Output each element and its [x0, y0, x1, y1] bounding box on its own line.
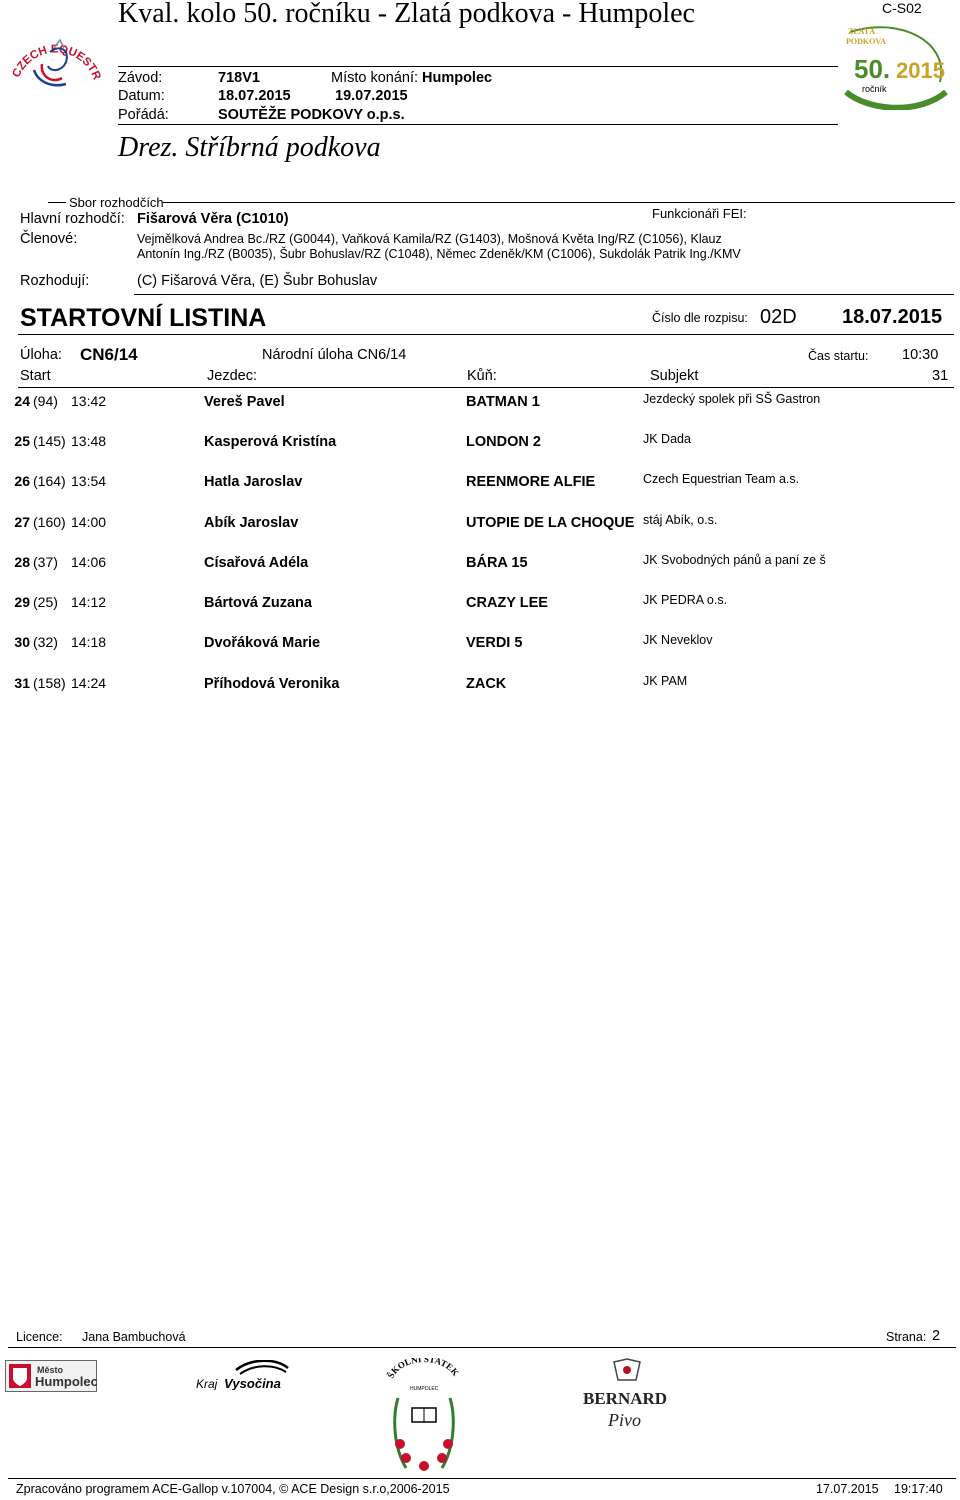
row-poradi: 27	[14, 514, 30, 530]
row-cas: 13:42	[71, 393, 107, 409]
row-cislo: (94)	[33, 393, 58, 409]
cas-startu-value: 10:30	[902, 347, 939, 363]
cas-startu-label: Čas startu:	[808, 349, 869, 363]
col-kun: Kůň:	[467, 368, 497, 384]
zavod-label: Závod:	[118, 70, 163, 86]
cislo-value: 02D	[760, 306, 797, 328]
row-jezdec: Abík Jaroslav	[204, 515, 299, 531]
row-cas: 14:24	[71, 675, 107, 691]
row-cas: 13:54	[71, 473, 107, 489]
list-date: 18.07.2015	[842, 306, 943, 328]
row-subjekt: Jezdecký spolek při SŠ Gastron	[643, 392, 821, 406]
row-poradi: 28	[14, 554, 30, 570]
col-count: 31	[932, 368, 949, 384]
sponsor4-line2: Pivo	[608, 1410, 641, 1430]
hlavni-label: Hlavní rozhodčí:	[20, 211, 125, 227]
logo-right-number: 50.	[854, 54, 891, 84]
bottom-divider	[8, 1478, 956, 1479]
row-cislo: (164)	[33, 473, 66, 489]
logo-right-year: 2015	[896, 58, 945, 83]
row-jezdec: Dvořáková Marie	[204, 635, 321, 651]
sponsor4-line1: BERNARD	[583, 1389, 668, 1408]
jury-line-right	[163, 202, 955, 203]
row-poradi: 24	[14, 393, 30, 409]
logo-right-line1: ZLATÁ	[848, 27, 875, 36]
uloha-name: Národní úloha CN6/14	[262, 347, 407, 363]
table-row	[0, 550, 960, 580]
row-poradi: 30	[14, 634, 30, 650]
misto-value: Humpolec	[422, 70, 493, 86]
row-kun: UTOPIE DE LA CHOQUE	[466, 515, 635, 531]
licence-value: Jana Bambuchová	[82, 1330, 186, 1344]
sponsor1-line2: Humpolec	[35, 1374, 97, 1389]
row-cas: 14:00	[71, 514, 107, 530]
row-kun: ZACK	[466, 676, 507, 692]
fei-label: Funkcionáři FEI:	[652, 206, 747, 221]
list-title: STARTOVNÍ LISTINA	[20, 304, 267, 332]
sponsor-humpolec-logo	[5, 1360, 97, 1392]
row-cas: 14:06	[71, 554, 107, 570]
col-subjekt: Subjekt	[650, 368, 699, 384]
zlata-podkova-logo	[840, 22, 952, 110]
sponsor-skolni-statek-logo	[386, 1358, 462, 1474]
misto-label: Místo konání:	[331, 70, 419, 86]
software-note: Zpracováno programem ACE-Gallop v.107004, © ACE Design s.r.o,2006-2015	[16, 1482, 450, 1496]
row-jezdec: Vereš Pavel	[204, 394, 285, 410]
logo-right-line2: PODKOVA	[846, 37, 886, 46]
jury-section-label: Sbor rozhodčích	[69, 195, 164, 210]
sponsor3-line1: ŠKOLNÍ STATEK	[386, 1358, 461, 1380]
row-subjekt: JK PAM	[643, 674, 688, 688]
cislo-label: Číslo dle rozpisu:	[652, 311, 748, 325]
row-cas: 14:18	[71, 634, 107, 650]
col-jezdec: Jezdec:	[207, 368, 257, 384]
clenove-line2: Antonín Ing./RZ (B0035), Šubr Bohuslav/RZ (C1048), Němec Zdeněk/KM (C1006), Sukdolák Patrik Ing./KMV	[137, 247, 741, 261]
datum-to: 19.07.2015	[335, 88, 408, 104]
svg-text:ŠKOLNÍ STATEK	[386, 1358, 461, 1380]
row-subjekt: JK Dada	[643, 432, 691, 446]
row-kun: LONDON 2	[466, 434, 541, 450]
row-kun: BÁRA 15	[466, 555, 528, 571]
row-subjekt: JK Svobodných pánů a paní ze š	[643, 553, 826, 567]
print-time: 19:17:40	[894, 1482, 943, 1496]
sponsor-bernard-logo	[580, 1358, 674, 1432]
footer-divider	[8, 1347, 956, 1348]
row-cas: 14:12	[71, 594, 107, 610]
row-jezdec: Příhodová Veronika	[204, 676, 340, 692]
row-cislo: (32)	[33, 634, 58, 650]
row-jezdec: Císařová Adéla	[204, 555, 309, 571]
logo-left-text: CZECH EQUESTR	[10, 43, 103, 82]
svg-text:CZECH EQUESTRIAN FEDERATION	[4, 8, 103, 82]
table-row	[0, 590, 960, 620]
sponsor2-prefix: Kraj	[196, 1377, 218, 1390]
datum-from: 18.07.2015	[218, 88, 291, 104]
header-divider-2	[118, 124, 838, 125]
sponsor-vysocina-logo	[196, 1360, 290, 1390]
row-cas: 13:48	[71, 433, 107, 449]
header-divider	[118, 66, 838, 67]
table-row	[0, 429, 960, 459]
clenove-line1: Vejmělková Andrea Bc./RZ (G0044), Vaňková Kamila/RZ (G1403), Mošnová Květa Ing/RZ (C1056), Klauz	[137, 232, 722, 246]
uloha-label: Úloha:	[20, 347, 62, 363]
row-kun: CRAZY LEE	[466, 595, 548, 611]
table-row	[0, 389, 960, 419]
datum-label: Datum:	[118, 88, 165, 104]
licence-label: Licence:	[16, 1330, 63, 1344]
row-kun: BATMAN 1	[466, 394, 540, 410]
sponsor3-line2: HUMPOLEC	[410, 1386, 439, 1392]
row-cislo: (25)	[33, 594, 58, 610]
table-row	[0, 469, 960, 499]
uloha-value: CN6/14	[80, 345, 138, 364]
row-cislo: (158)	[33, 675, 66, 691]
zavod-value: 718V1	[218, 70, 260, 86]
table-row	[0, 510, 960, 540]
row-subjekt: Czech Equestrian Team a.s.	[643, 472, 800, 486]
row-jezdec: Bártová Zuzana	[204, 595, 312, 611]
sponsor1-line1: Město	[37, 1365, 64, 1375]
row-kun: REENMORE ALFIE	[466, 474, 596, 490]
list-title-divider	[18, 334, 954, 335]
rozhoduji-value: (C) Fišarová Věra, (E) Šubr Bohuslav	[137, 273, 378, 289]
row-kun: VERDI 5	[466, 635, 523, 651]
porada-label: Pořádá:	[118, 107, 169, 123]
col-start: Start	[20, 368, 51, 384]
row-cislo: (145)	[33, 433, 66, 449]
clenove-label: Členové:	[20, 231, 78, 247]
row-poradi: 29	[14, 594, 30, 610]
porada-value: SOUTĚŽE PODKOVY o.p.s.	[218, 107, 405, 123]
competition-name: Drez. Stříbrná podkova	[118, 132, 381, 163]
row-subjekt: JK Neveklov	[643, 633, 713, 647]
table-row	[0, 671, 960, 701]
logo-right-sub: ročník	[862, 84, 887, 94]
row-jezdec: Kasperová Kristína	[204, 434, 337, 450]
document-code: C-S02	[882, 0, 922, 16]
strana-label: Strana:	[886, 1330, 927, 1344]
columns-divider	[18, 387, 954, 388]
row-subjekt: JK PEDRA o.s.	[643, 593, 728, 607]
sponsor2-name: Vysočina	[224, 1376, 281, 1390]
row-poradi: 26	[14, 473, 30, 489]
page-title: Kval. kolo 50. ročníku - Zlatá podkova - Humpolec	[118, 0, 695, 29]
hlavni-value: Fišarová Věra (C1010)	[137, 211, 289, 227]
row-jezdec: Hatla Jaroslav	[204, 474, 303, 490]
jury-line-left	[48, 202, 66, 203]
row-cislo: (160)	[33, 514, 66, 530]
row-poradi: 31	[14, 675, 30, 691]
jury-divider	[134, 294, 954, 295]
rozhoduji-label: Rozhodují:	[20, 273, 90, 289]
strana-value: 2	[932, 1328, 941, 1344]
row-subjekt: stáj Abík, o.s.	[643, 513, 718, 527]
czech-equestrian-federation-logo	[4, 8, 108, 108]
row-cislo: (37)	[33, 554, 58, 570]
print-date: 17.07.2015	[816, 1482, 879, 1496]
row-poradi: 25	[14, 433, 30, 449]
table-row	[0, 630, 960, 660]
